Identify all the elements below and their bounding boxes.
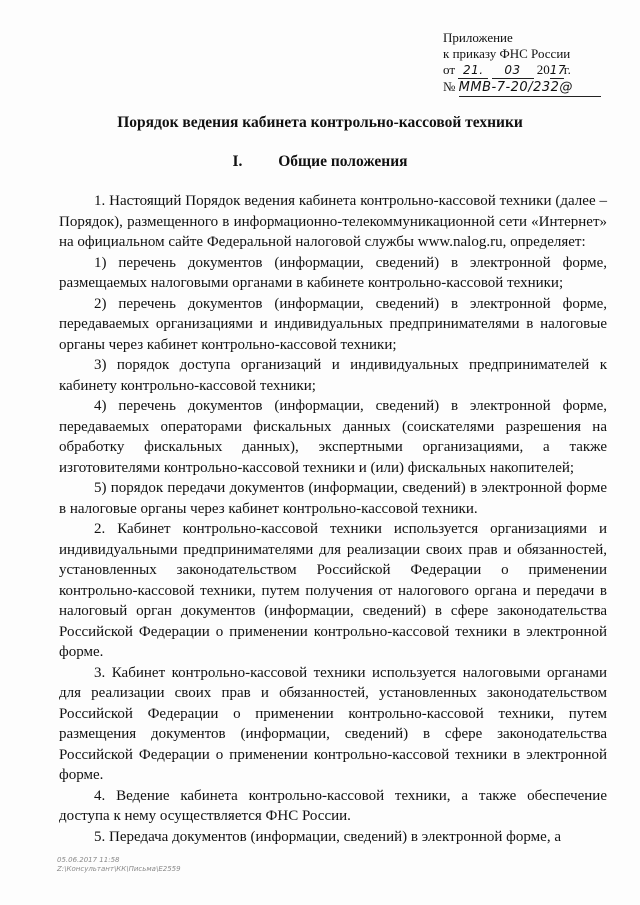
date-month-handwritten: 03 (492, 62, 534, 79)
list-item-4: 4) перечень документов (информации, сведений) в электронной форме, передаваемых операторами фискальных данных (соискателями разрешения на обработку фискальных данных), экспертными организациями, а также изготовителями контрольно-кассовой техники и (или) фискальных накопителей; (59, 398, 607, 476)
date-suffix: г. (563, 62, 571, 77)
appendix-number (443, 79, 601, 97)
list-item-5: 5) порядок передачи документов (информации, сведений) в электронной форме в налоговые органы через кабинет контрольно-кассовой техники. (59, 480, 607, 517)
appendix-order-ref: к приказу ФНС России (443, 46, 571, 61)
number-prefix: № (443, 79, 456, 94)
appendix-date (443, 62, 601, 79)
date-prefix: от (443, 62, 456, 77)
section-heading (0, 153, 640, 171)
appendix-block (443, 30, 601, 97)
footer-file-stamp (57, 856, 181, 874)
list-item-2: 2) перечень документов (информации, сведений) в электронной форме, передаваемых организациями и индивидуальных предпринимателями в налоговые органы через кабинет контрольно-кассовой техники; (59, 295, 607, 353)
document-title: Порядок ведения кабинета контрольно-кассовой техники (117, 114, 523, 131)
appendix-label: Приложение (443, 30, 513, 45)
paragraph-1: 1. Настоящий Порядок ведения кабинета контрольно-кассовой техники (далее – Порядок), размещенного в информационно-телекоммуникационной сети «Интернет» на официальном сайте Федеральной налоговой службы www.nalog.ru, определяет: (59, 193, 607, 250)
section-number: I. (232, 153, 243, 170)
footer-timestamp: 05.06.2017 11:58 (57, 856, 120, 864)
date-year-prefix: 20 (536, 62, 550, 77)
list-item-3: 3) порядок доступа организаций и индивидуальных предпринимателей к кабинету контрольно-кассовой техники; (59, 357, 607, 394)
footer-file-path: Z:\Консультант\КК\Письма\Е2559 (57, 865, 181, 873)
paragraph-5: 5. Передача документов (информации, сведений) в электронной форме, а (94, 828, 561, 845)
order-number-handwritten: ММВ-7-20/232@ (459, 80, 601, 97)
date-day-handwritten: 21. (458, 62, 488, 79)
paragraph-3: 3. Кабинет контрольно-кассовой техники используется налоговыми органами для реализации своих прав и обязанностей, установленных законодательством Российской Федерации о применении контрольно-кассовой техники, путем размещения документов (информации, сведений) в сфере законодательства Российской Федерации о применении контрольно-кассовой техники в электронной форме. (59, 664, 607, 783)
paragraph-4: 4. Ведение кабинета контрольно-кассовой техники, а также обеспечение доступа к нему осуществляется ФНС России. (59, 787, 607, 824)
section-title: Общие положения (278, 153, 408, 170)
list-item-1: 1) перечень документов (информации, сведений) в электронной форме, размещаемых налоговыми органами в кабинете контрольно-кассовой техники; (59, 254, 607, 291)
document-body (59, 191, 607, 847)
paragraph-2: 2. Кабинет контрольно-кассовой техники используется организациями и индивидуальными предпринимателями для реализации своих прав и обязанностей, установленных законодательством Российской Федерации о применении контрольно-кассовой техники, путем получения от налогового органа и передачи в налоговый орган документов (информации, сведений) в сфере законодательства Российской Федерации о применении контрольно-кассовой техники в электронной форме. (59, 521, 607, 660)
date-year-handwritten: 17 (549, 63, 567, 77)
